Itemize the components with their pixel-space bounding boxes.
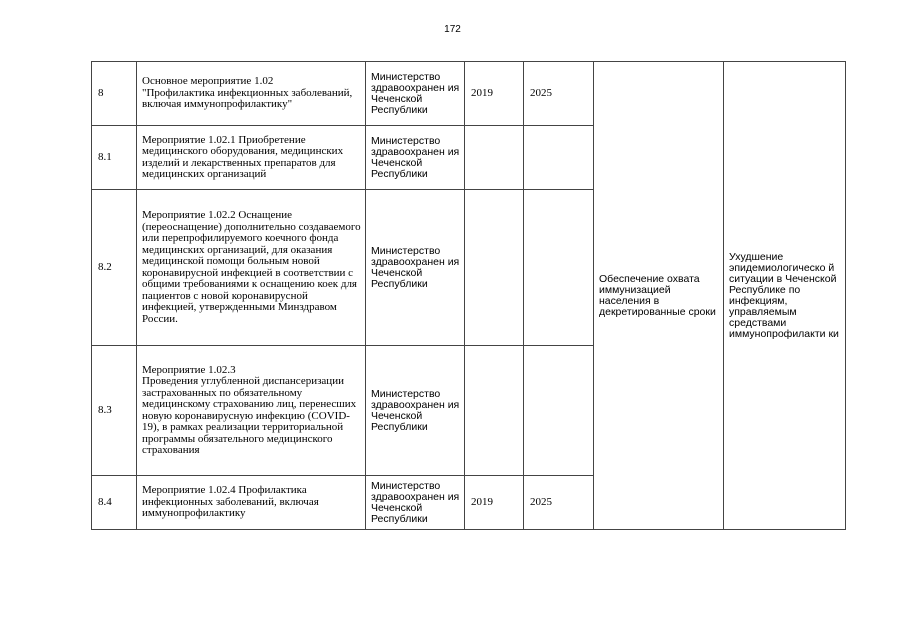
- start-year: 2019: [465, 476, 524, 530]
- row-number: 8: [92, 62, 137, 126]
- executor: Министерство здравоохранен ия Чеченской Республики: [366, 126, 465, 190]
- start-year: 2019: [465, 62, 524, 126]
- row-number: 8.3: [92, 346, 137, 476]
- event-name: Мероприятие 1.02.3 Проведения углубленной диспансеризации застрахованных по обязательному медицинскому страхованию лиц, перенесших новую коронавирусную инфекцию (COVID-19), в рамках реализации территориальной программы обязательного медицинского страхования: [137, 346, 366, 476]
- consequence: Ухудшение эпидемиологическо й ситуации в Чеченской Республике по инфекциям, управляемым средствами иммунопрофилакти ки: [724, 62, 846, 530]
- event-name: Мероприятие 1.02.1 Приобретение медицинского оборудования, медицинских изделий и лекарственных препаратов для медицинских организаций: [137, 126, 366, 190]
- row-number: 8.2: [92, 190, 137, 346]
- end-year: 2025: [524, 476, 594, 530]
- start-year: [465, 126, 524, 190]
- event-name: Мероприятие 1.02.4 Профилактика инфекционных заболеваний, включая иммунопрофилактику: [137, 476, 366, 530]
- start-year: [465, 190, 524, 346]
- event-name: Основное мероприятие 1.02 "Профилактика инфекционных заболеваний, включая иммунопрофилактику": [137, 62, 366, 126]
- end-year: [524, 346, 594, 476]
- page-number: 172: [444, 24, 461, 35]
- start-year: [465, 346, 524, 476]
- measures-table: [91, 61, 846, 530]
- executor: Министерство здравоохранен ия Чеченской Республики: [366, 346, 465, 476]
- end-year: [524, 126, 594, 190]
- table-row: [92, 62, 846, 126]
- executor: Министерство здравоохранен ия Чеченской Республики: [366, 476, 465, 530]
- end-year: [524, 190, 594, 346]
- event-name: Мероприятие 1.02.2 Оснащение (переоснащение) дополнительно создаваемого или перепрофилируемого коечного фонда медицинских организаций, для оказания медицинской помощи больным новой коронавирусной инфекцией в соответствии с общими требованиями к оснащению коек для пациентов с новой коронавирусной инфекцией, утвержденными Минздравом России.: [137, 190, 366, 346]
- end-year: 2025: [524, 62, 594, 126]
- executor: Министерство здравоохранен ия Чеченской Республики: [366, 190, 465, 346]
- row-number: 8.4: [92, 476, 137, 530]
- expected-result: Обеспечение охвата иммунизацией населения в декретированные сроки: [594, 62, 724, 530]
- row-number: 8.1: [92, 126, 137, 190]
- executor: Министерство здравоохранен ия Чеченской Республики: [366, 62, 465, 126]
